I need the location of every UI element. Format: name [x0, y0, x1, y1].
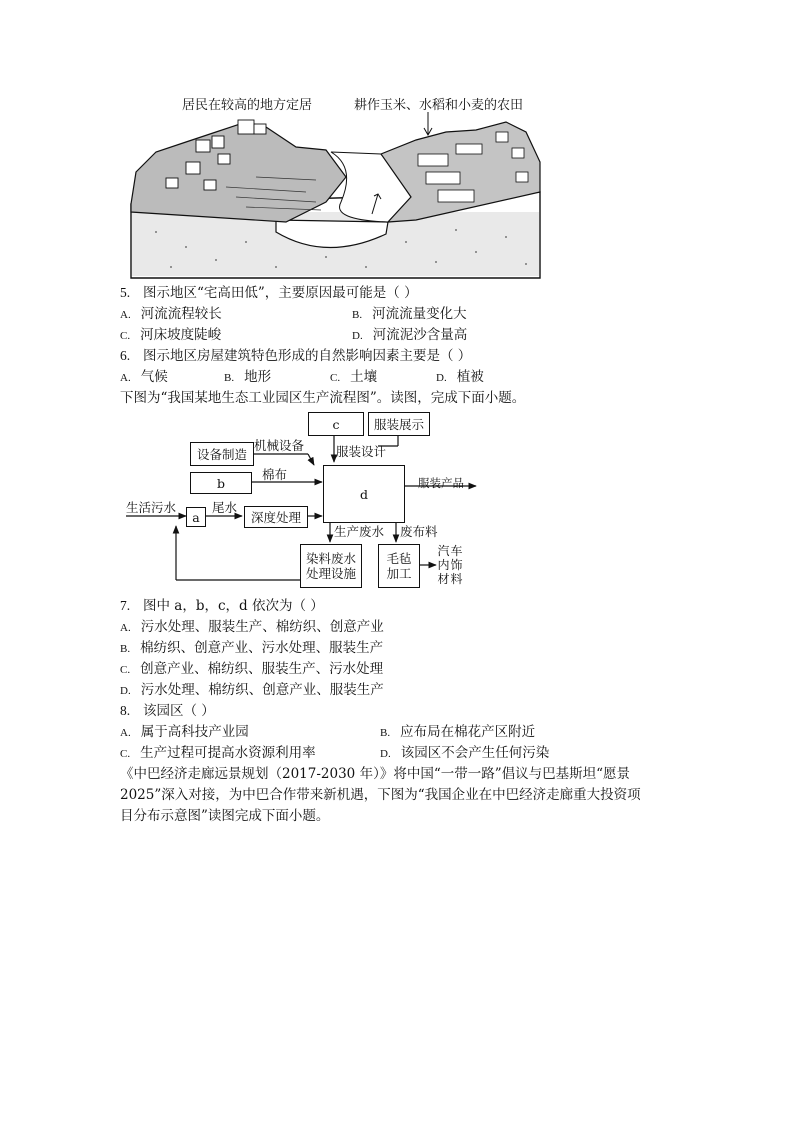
- landscape-figure: [126, 92, 546, 280]
- question-6-stem: 6. 图示地区房屋建筑特色形成的自然影响因素主要是（ ）: [120, 348, 472, 364]
- label-cotton-cloth: 棉布: [262, 467, 288, 482]
- q5-option-c: C. 河床坡度陡峻: [120, 327, 222, 343]
- q6-option-b: B. 地形: [224, 369, 272, 385]
- q7-option-d: D. 污水处理、棉纺织、创意产业、服装生产: [120, 682, 384, 698]
- q5-option-b: B. 河流流量变化大: [352, 306, 467, 322]
- q8-option-a: A. 属于高科技产业园: [120, 724, 249, 740]
- figure-label-farmland: 耕作玉米、水稻和小麦的农田: [354, 98, 524, 113]
- box-c: c: [308, 412, 364, 436]
- q7-option-c: C. 创意产业、棉纺织、服装生产、污水处理: [120, 661, 384, 677]
- box-dye-wastewater-facility: 染料废水 处理设施: [300, 544, 362, 588]
- q7-option-b: B. 棉纺织、创意产业、污水处理、服装生产: [120, 640, 384, 656]
- question-5-stem: 5. 图示地区“宅高田低”，主要原因最可能是（ ）: [120, 285, 418, 301]
- label-waste-cloth: 废布料: [400, 524, 438, 539]
- question-7-stem: 7. 图中 a，b，c，d 依次为（ ）: [120, 598, 324, 614]
- label-production-wastewater: 生产废水: [334, 524, 385, 539]
- box-deep-treatment: 深度处理: [244, 506, 308, 528]
- intro-cpec-line-1: 《中巴经济走廊远景规划（2017-2030 年）》将中国“一带一路”倡议与巴基斯坦“愿景: [120, 766, 631, 782]
- intro-flowchart: 下图为“我国某地生态工业园区生产流程图”。读图，完成下面小题。: [120, 390, 526, 406]
- box-d: d: [323, 465, 405, 523]
- box-a: a: [186, 507, 206, 527]
- intro-cpec-line-2: 2025”深入对接，为中巴合作带来新机遇，下图为“我国企业在中巴经济走廊重大投资项: [120, 787, 641, 803]
- label-tail-water: 尾水: [212, 500, 238, 515]
- label-car-interior-material: 汽 车 内 饰 材 料: [437, 544, 463, 586]
- box-fashion-show: 服装展示: [368, 412, 430, 436]
- landscape-illustration: [126, 92, 546, 280]
- q8-option-c: C. 生产过程可提高水资源利用率: [120, 745, 316, 761]
- label-fashion-design: 服装设计: [336, 444, 387, 459]
- q6-option-a: A. 气候: [120, 369, 168, 385]
- figure-label-settlement: 居民在较高的地方定居: [182, 98, 313, 113]
- box-b: b: [190, 472, 252, 494]
- q5-option-a: A. 河流流程较长: [120, 306, 222, 322]
- q6-option-d: D. 植被: [436, 369, 484, 385]
- label-clothing-products: 服装产品: [418, 476, 464, 490]
- eco-park-flowchart: [118, 410, 488, 590]
- q8-option-d: D. 该园区不会产生任何污染: [380, 745, 550, 761]
- intro-cpec-line-3: 目分布示意图”读图完成下面小题。: [120, 808, 330, 824]
- q7-option-a: A. 污水处理、服装生产、棉纺织、创意产业: [120, 619, 384, 635]
- q8-option-b: B. 应布局在棉花产区附近: [380, 724, 536, 740]
- box-equipment-manufacturing: 设备制造: [190, 442, 254, 466]
- label-machine-equipment: 机械设备: [254, 438, 305, 453]
- question-8-stem: 8. 该园区（ ）: [120, 703, 215, 719]
- q6-option-c: C. 土壤: [330, 369, 378, 385]
- q5-option-d: D. 河流泥沙含量高: [352, 327, 468, 343]
- label-domestic-sewage: 生活污水: [126, 500, 177, 515]
- box-felt-processing: 毛毡 加工: [378, 544, 420, 588]
